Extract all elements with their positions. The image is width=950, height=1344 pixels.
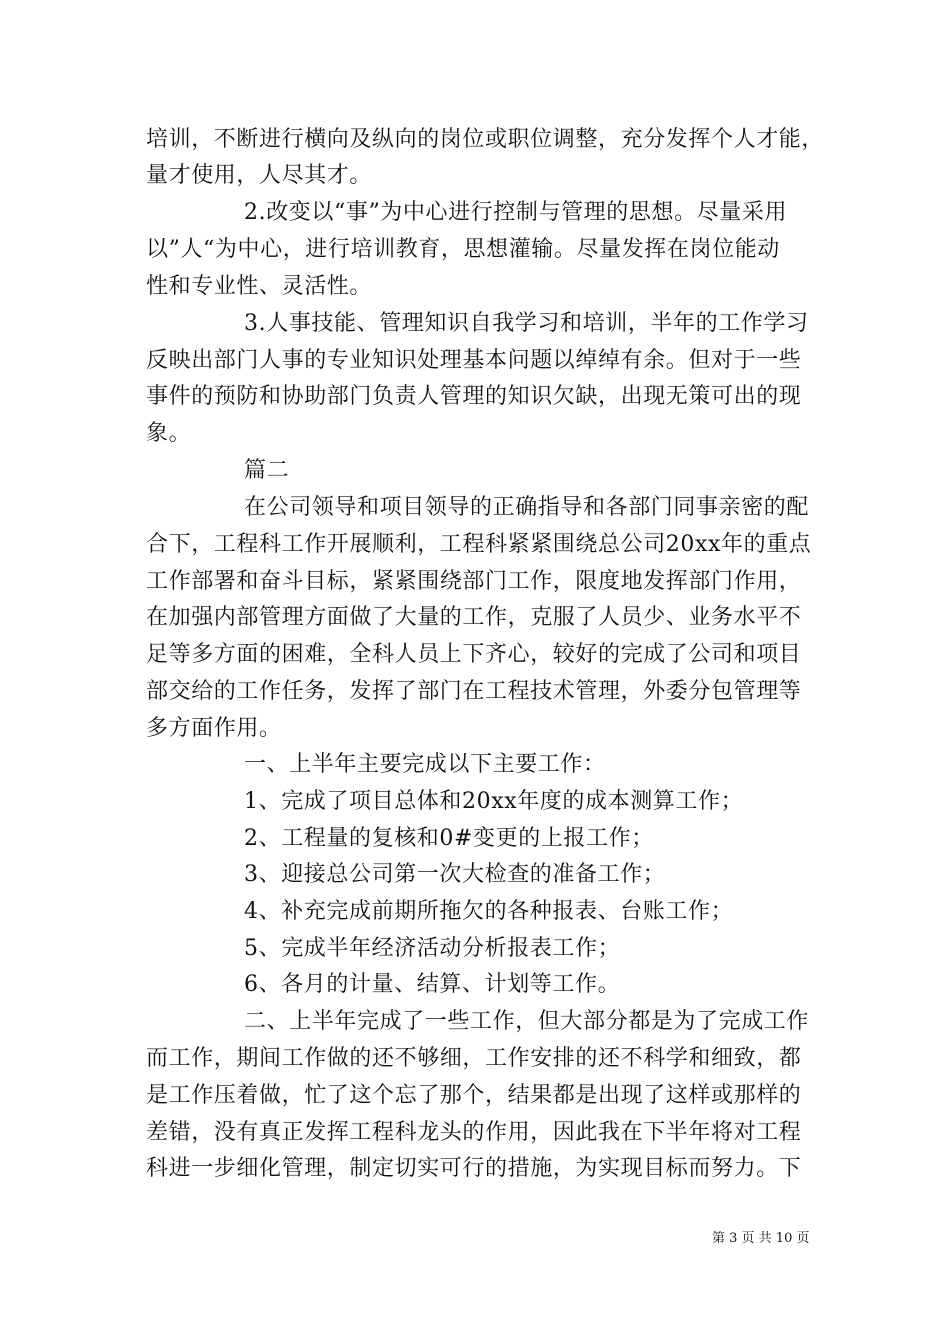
list-item: 1、完成了项目总体和20xx年度的成本测算工作； xyxy=(244,789,744,814)
text-line: 在公司领导和项目领导的正确指导和各部门同事亲密的配 xyxy=(244,495,810,520)
text-line: 象。 xyxy=(146,421,192,446)
text-line: 二、上半年完成了一些工作，但大部分都是为了完成工作 xyxy=(244,1009,810,1034)
text-line: 工作部署和奋斗目标，紧紧围绕部门工作，限度地发挥部门作用， xyxy=(146,569,802,594)
text-line: 2.改变以“事”为中心进行控制与管理的思想。尽量采用 xyxy=(244,200,788,225)
text-line: 足等多方面的困难，全科人员上下齐心，较好的完成了公司和项目 xyxy=(146,642,802,667)
text-line: 事件的预防和协助部门负责人管理的知识欠缺，出现无策可出的现 xyxy=(146,384,802,409)
text-line: 而工作，期间工作做的还不够细，工作安排的还不科学和细致，都 xyxy=(146,1046,802,1071)
text-line: 部交给的工作任务，发挥了部门在工程技术管理，外委分包管理等 xyxy=(146,679,802,704)
page-number: 第 3 页 共 10 页 xyxy=(712,1231,810,1246)
text-line: 在加强内部管理方面做了大量的工作，克服了人员少、业务水平不 xyxy=(146,605,802,630)
text-line: 以”人“为中心，进行培训教育，思想灌输。尽量发挥在岗位能动 xyxy=(146,237,780,262)
list-item: 6、各月的计量、结算、计划等工作。 xyxy=(244,972,621,997)
text-line: 反映出部门人事的专业知识处理基本问题以绰绰有余。但对于一些 xyxy=(146,348,802,373)
text-line: 合下，工程科工作开展顺利，工程科紧紧围绕总公司20xx年的重点 xyxy=(146,532,812,557)
text-line: 3.人事技能、管理知识自我学习和培训，半年的工作学习 xyxy=(244,311,809,336)
text-line: 培训，不断进行横向及纵向的岗位或职位调整，充分发挥个人才能， xyxy=(146,127,825,152)
list-item: 4、补充完成前期所拖欠的各种报表、台账工作； xyxy=(244,899,734,924)
list-item: 3、迎接总公司第一次大检查的准备工作； xyxy=(244,862,666,887)
text-line: 差错，没有真正发挥工程科龙头的作用，因此我在下半年将对工程 xyxy=(146,1120,802,1145)
text-line: 一、上半年主要完成以下主要工作： xyxy=(244,752,606,777)
list-item: 5、完成半年经济活动分析报表工作； xyxy=(244,936,621,961)
text-line: 多方面作用。 xyxy=(146,716,282,741)
section-heading: 篇二 xyxy=(244,458,290,483)
list-item: 2、工程量的复核和0#变更的上报工作； xyxy=(244,826,654,851)
text-line: 科进一步细化管理，制定切实可行的措施，为实现目标而努力。下 xyxy=(146,1156,802,1181)
text-line: 是工作压着做，忙了这个忘了那个，结果都是出现了这样或那样的 xyxy=(146,1083,802,1108)
text-line: 性和专业性、灵活性。 xyxy=(146,274,373,299)
text-line: 量才使用，人尽其才。 xyxy=(146,163,373,188)
